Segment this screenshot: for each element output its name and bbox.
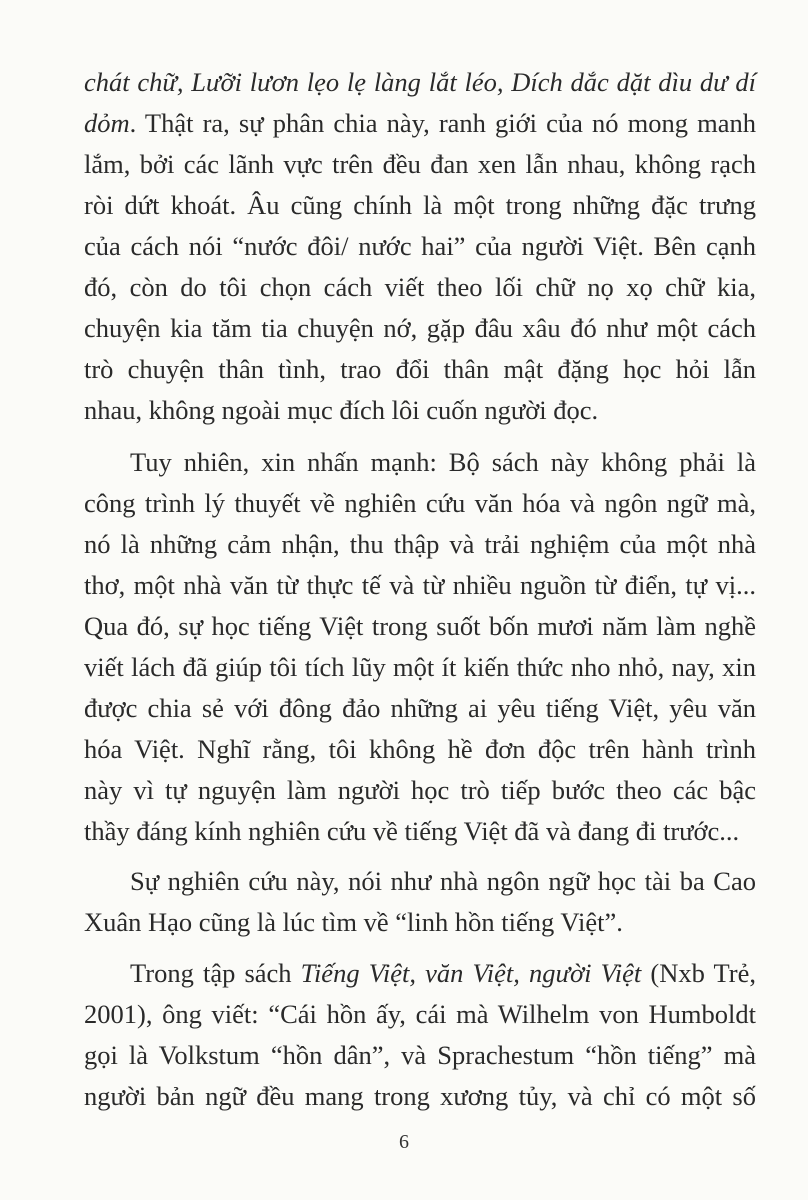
text-segment: 2001), ông viết: “Cái hồn ấy, cái mà Wilhelm von Humboldt: [84, 999, 756, 1029]
text-line: [84, 308, 756, 348]
text-line: [84, 62, 756, 102]
text-line: [84, 390, 756, 430]
text-line: [130, 442, 756, 482]
text-segment: đó, còn do tôi chọn cách viết theo lối chữ nọ xọ chữ kia,: [84, 272, 756, 302]
text-segment: Trong tập sách: [130, 958, 301, 988]
text-segment: người bản ngữ đều mang trong xương tủy, và chỉ có một số: [84, 1081, 756, 1111]
text-segment: nó là những cảm nhận, thu thập và trải nghiệm của một nhà: [84, 529, 756, 559]
text-line: [130, 953, 756, 993]
text-segment: chuyện kia tăm tia chuyện nớ, gặp đâu xâu đó như một cách: [84, 313, 756, 343]
italic-text: Tiếng Việt, văn Việt, người Việt: [300, 958, 642, 988]
text-line: [84, 226, 756, 266]
italic-text: dỏm: [84, 108, 130, 138]
text-segment: (Nxb Trẻ,: [641, 958, 756, 988]
text-segment: thầy đáng kính nghiên cứu về tiếng Việt đã và đang đi trước...: [84, 816, 740, 846]
text-line: [84, 267, 756, 307]
text-segment: trò chuyện thân tình, trao đổi thân mật đặng học hỏi lẫn: [84, 354, 756, 384]
text-segment: thơ, một nhà văn từ thực tế và từ nhiều nguồn từ điển, tự vị...: [84, 570, 756, 600]
text-line: [84, 606, 756, 646]
text-line: [84, 103, 756, 143]
text-line: [84, 647, 756, 687]
text-segment: gọi là Volkstum “hồn dân”, và Sprachestum “hồn tiếng” mà: [84, 1040, 756, 1070]
italic-text: chát chữ, Lưỡi lươn lẹo lẹ làng lắt léo, Dích dắc dặt dìu dư dí: [84, 67, 756, 97]
page-number: 6: [399, 1131, 409, 1153]
text-line: [84, 524, 756, 564]
text-segment: này vì tự nguyện làm người học trò tiếp bước theo các bậc: [84, 775, 756, 805]
text-line: [84, 994, 756, 1034]
text-segment: Qua đó, sự học tiếng Việt trong suốt bốn mươi năm làm nghề: [84, 611, 756, 641]
text-line: [130, 861, 756, 901]
text-segment: ròi dứt khoát. Âu cũng chính là một trong những đặc trưng: [84, 190, 756, 220]
text-segment: của cách nói “nước đôi/ nước hai” của người Việt. Bên cạnh: [84, 231, 756, 261]
text-line: [84, 1035, 756, 1075]
text-line: [84, 1076, 756, 1116]
text-line: [84, 144, 756, 184]
text-segment: lắm, bởi các lãnh vực trên đều đan xen lẫn nhau, không rạch: [84, 149, 756, 179]
text-segment: được chia sẻ với đông đảo những ai yêu tiếng Việt, yêu văn: [84, 693, 756, 723]
text-line: [84, 565, 756, 605]
text-segment: nhau, không ngoài mục đích lôi cuốn người đọc.: [84, 395, 599, 425]
text-segment: viết lách đã giúp tôi tích lũy một ít kiến thức nho nhỏ, nay, xin: [84, 652, 756, 682]
text-line: [84, 770, 756, 810]
text-line: [84, 811, 756, 851]
text-segment: . Thật ra, sự phân chia này, ranh giới của nó mong manh: [129, 108, 756, 138]
text-segment: Xuân Hạo cũng là lúc tìm về “linh hồn tiếng Việt”.: [84, 907, 623, 937]
text-line: [84, 483, 756, 523]
text-segment: công trình lý thuyết về nghiên cứu văn hóa và ngôn ngữ mà,: [84, 488, 756, 518]
text-segment: Tuy nhiên, xin nhấn mạnh: Bộ sách này không phải là: [130, 447, 756, 477]
text-line: [84, 688, 756, 728]
text-segment: hóa Việt. Nghĩ rằng, tôi không hề đơn độc trên hành trình: [84, 734, 756, 764]
text-line: [84, 185, 756, 225]
text-line: [84, 902, 756, 942]
text-line: [84, 349, 756, 389]
text-segment: Sự nghiên cứu này, nói như nhà ngôn ngữ học tài ba Cao: [130, 866, 756, 896]
text-line: [84, 729, 756, 769]
